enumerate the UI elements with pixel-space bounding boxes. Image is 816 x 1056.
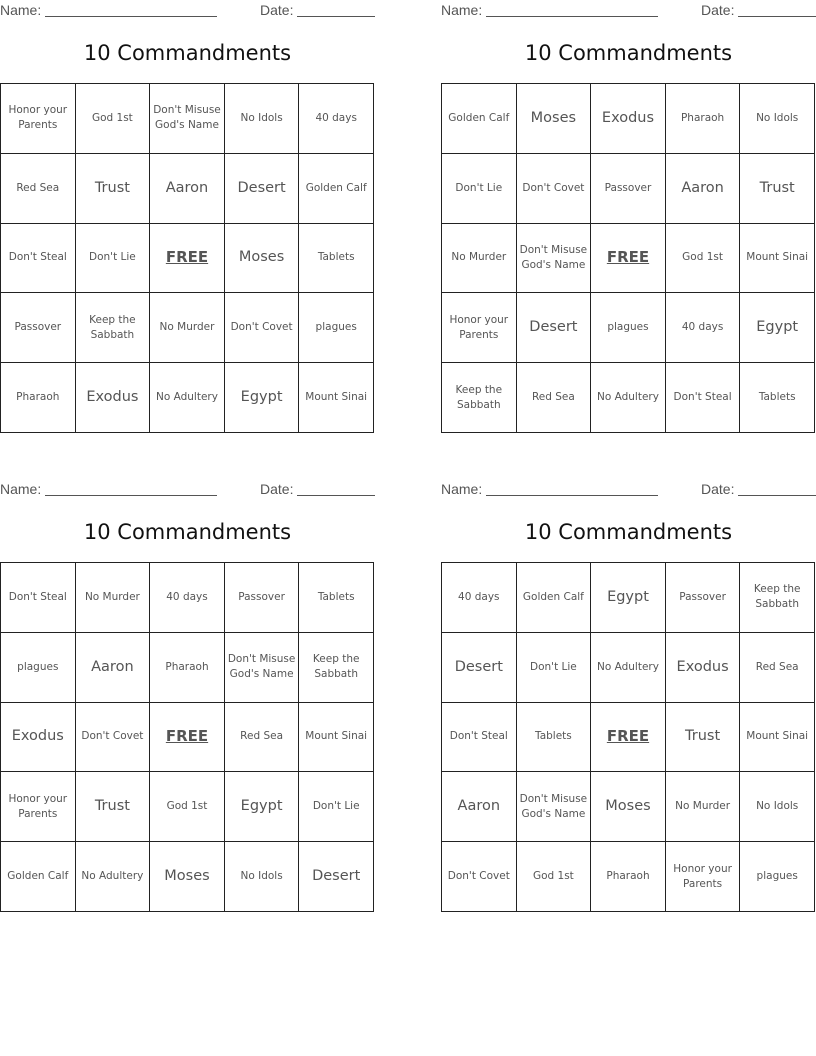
bingo-cell[interactable]: No Adultery — [591, 363, 666, 433]
bingo-cell[interactable]: Don't Covet — [76, 703, 151, 773]
bingo-cell[interactable]: Mount Sinai — [299, 363, 374, 433]
bingo-cell[interactable]: Red Sea — [225, 703, 300, 773]
card-title: 10 Commandments — [524, 41, 733, 65]
bingo-cell[interactable]: Red Sea — [1, 154, 76, 224]
bingo-cell[interactable]: Don't Misuse God's Name — [517, 224, 592, 294]
bingo-cell[interactable]: 40 days — [442, 563, 517, 633]
bingo-cell[interactable]: God 1st — [666, 224, 741, 294]
bingo-cell[interactable]: No Idols — [225, 84, 300, 154]
card-title: 10 Commandments — [83, 520, 292, 544]
bingo-cell[interactable]: Passover — [666, 563, 741, 633]
bingo-cell[interactable]: plagues — [740, 842, 815, 912]
bingo-cell[interactable]: Keep the Sabbath — [442, 363, 517, 433]
date-blank-line[interactable] — [738, 495, 816, 496]
bingo-cell[interactable]: Trust — [740, 154, 815, 224]
bingo-cell[interactable]: Egypt — [591, 563, 666, 633]
bingo-cell[interactable]: Honor your Parents — [442, 293, 517, 363]
bingo-cell[interactable]: Trust — [666, 703, 741, 773]
bingo-cell[interactable]: Don't Lie — [517, 633, 592, 703]
name-date-row — [0, 0, 375, 22]
name-label: Name: — [441, 481, 483, 497]
bingo-cell[interactable]: Don't Misuse God's Name — [517, 772, 592, 842]
bingo-cell[interactable]: plagues — [299, 293, 374, 363]
bingo-cell[interactable]: Moses — [150, 842, 225, 912]
bingo-cell[interactable]: Pharaoh — [666, 84, 741, 154]
bingo-cell[interactable]: Tablets — [517, 703, 592, 773]
bingo-cell[interactable]: Pharaoh — [150, 633, 225, 703]
bingo-cell[interactable]: Trust — [76, 154, 151, 224]
bingo-cell[interactable]: Tablets — [740, 363, 815, 433]
bingo-cell[interactable]: Passover — [225, 563, 300, 633]
bingo-cell[interactable]: Keep the Sabbath — [76, 293, 151, 363]
bingo-cell[interactable]: Desert — [299, 842, 374, 912]
bingo-cell[interactable]: Don't Misuse God's Name — [150, 84, 225, 154]
bingo-grid — [441, 83, 815, 433]
bingo-cell[interactable]: Pharaoh — [1, 363, 76, 433]
name-date-row — [441, 479, 816, 501]
bingo-card-2 — [441, 0, 816, 440]
free-space-cell[interactable]: FREE — [591, 703, 666, 773]
bingo-cell[interactable]: Don't Covet — [442, 842, 517, 912]
bingo-cell[interactable]: Desert — [517, 293, 592, 363]
bingo-card-4 — [441, 479, 816, 919]
bingo-cell[interactable]: No Adultery — [76, 842, 151, 912]
bingo-cell[interactable]: Golden Calf — [517, 563, 592, 633]
bingo-cell[interactable]: Exodus — [76, 363, 151, 433]
date-blank-line[interactable] — [297, 495, 375, 496]
bingo-cell[interactable]: Don't Steal — [1, 563, 76, 633]
date-label: Date: — [701, 481, 735, 497]
bingo-cell[interactable]: God 1st — [517, 842, 592, 912]
name-date-row — [441, 0, 816, 22]
bingo-cell[interactable]: 40 days — [666, 293, 741, 363]
bingo-card-1 — [0, 0, 375, 440]
date-label: Date: — [701, 2, 735, 18]
bingo-cell[interactable]: No Idols — [740, 84, 815, 154]
bingo-cell[interactable]: Don't Lie — [442, 154, 517, 224]
bingo-cell[interactable]: Don't Lie — [299, 772, 374, 842]
bingo-cell[interactable]: No Murder — [442, 224, 517, 294]
name-label: Name: — [441, 2, 483, 18]
bingo-cell[interactable]: Don't Covet — [517, 154, 592, 224]
date-blank-line[interactable] — [297, 16, 375, 17]
bingo-cell[interactable]: Exodus — [591, 84, 666, 154]
bingo-grid — [0, 562, 374, 912]
bingo-cell[interactable]: Aaron — [150, 154, 225, 224]
bingo-cell[interactable]: Honor your Parents — [1, 772, 76, 842]
bingo-cell[interactable]: Keep the Sabbath — [740, 563, 815, 633]
bingo-cell[interactable]: Golden Calf — [1, 842, 76, 912]
bingo-cell[interactable]: Moses — [517, 84, 592, 154]
bingo-cell[interactable]: Passover — [591, 154, 666, 224]
bingo-cell[interactable]: Golden Calf — [442, 84, 517, 154]
bingo-cell[interactable]: No Adultery — [150, 363, 225, 433]
date-label: Date: — [260, 2, 294, 18]
bingo-cell[interactable]: Trust — [76, 772, 151, 842]
bingo-cell[interactable]: Passover — [1, 293, 76, 363]
bingo-cell[interactable]: Aaron — [76, 633, 151, 703]
bingo-cell[interactable]: Exodus — [666, 633, 741, 703]
bingo-cell[interactable]: Pharaoh — [591, 842, 666, 912]
bingo-cell[interactable]: Egypt — [225, 772, 300, 842]
free-space-cell[interactable]: FREE — [591, 224, 666, 294]
bingo-cell[interactable]: Don't Covet — [225, 293, 300, 363]
bingo-cell[interactable]: No Murder — [666, 772, 741, 842]
bingo-cell[interactable]: Honor your Parents — [666, 842, 741, 912]
bingo-cell[interactable]: Mount Sinai — [299, 703, 374, 773]
bingo-cell[interactable]: Keep the Sabbath — [299, 633, 374, 703]
bingo-cell[interactable]: God 1st — [76, 84, 151, 154]
bingo-cell[interactable]: Egypt — [740, 293, 815, 363]
bingo-cell[interactable]: Don't Misuse God's Name — [225, 633, 300, 703]
bingo-cell[interactable]: plagues — [1, 633, 76, 703]
bingo-cell[interactable]: No Murder — [150, 293, 225, 363]
bingo-cell[interactable]: Moses — [225, 224, 300, 294]
bingo-cell[interactable]: 40 days — [299, 84, 374, 154]
bingo-cell[interactable]: God 1st — [150, 772, 225, 842]
bingo-cell[interactable]: No Idols — [740, 772, 815, 842]
bingo-card-3 — [0, 479, 375, 919]
bingo-cell[interactable]: Aaron — [666, 154, 741, 224]
bingo-cell[interactable]: 40 days — [150, 563, 225, 633]
free-space-cell[interactable]: FREE — [150, 224, 225, 294]
name-blank-line[interactable] — [486, 16, 658, 17]
free-space-cell[interactable]: FREE — [150, 703, 225, 773]
bingo-cell[interactable]: Mount Sinai — [740, 224, 815, 294]
bingo-grid — [441, 562, 815, 912]
bingo-cell[interactable]: plagues — [591, 293, 666, 363]
bingo-cell[interactable]: Tablets — [299, 563, 374, 633]
bingo-cell[interactable]: Don't Steal — [666, 363, 741, 433]
bingo-cell[interactable]: Don't Steal — [1, 224, 76, 294]
bingo-cell[interactable]: No Adultery — [591, 633, 666, 703]
bingo-cell[interactable]: Honor your Parents — [1, 84, 76, 154]
bingo-cell[interactable]: No Murder — [76, 563, 151, 633]
bingo-cell[interactable]: Red Sea — [740, 633, 815, 703]
date-label: Date: — [260, 481, 294, 497]
name-label: Name: — [0, 481, 42, 497]
name-date-row — [0, 479, 375, 501]
date-blank-line[interactable] — [738, 16, 816, 17]
bingo-cell[interactable]: Desert — [225, 154, 300, 224]
bingo-cell[interactable]: Golden Calf — [299, 154, 374, 224]
card-title: 10 Commandments — [83, 41, 292, 65]
bingo-cell[interactable]: Aaron — [442, 772, 517, 842]
bingo-cell[interactable]: Don't Lie — [76, 224, 151, 294]
bingo-cell[interactable]: Red Sea — [517, 363, 592, 433]
bingo-cell[interactable]: Mount Sinai — [740, 703, 815, 773]
bingo-cell[interactable]: Exodus — [1, 703, 76, 773]
name-blank-line[interactable] — [45, 16, 217, 17]
name-blank-line[interactable] — [45, 495, 217, 496]
bingo-cell[interactable]: No Idols — [225, 842, 300, 912]
name-label: Name: — [0, 2, 42, 18]
card-title: 10 Commandments — [524, 520, 733, 544]
name-blank-line[interactable] — [486, 495, 658, 496]
bingo-cell[interactable]: Tablets — [299, 224, 374, 294]
bingo-cell[interactable]: Moses — [591, 772, 666, 842]
bingo-grid — [0, 83, 374, 433]
bingo-cell[interactable]: Egypt — [225, 363, 300, 433]
bingo-cell[interactable]: Don't Steal — [442, 703, 517, 773]
bingo-cell[interactable]: Desert — [442, 633, 517, 703]
